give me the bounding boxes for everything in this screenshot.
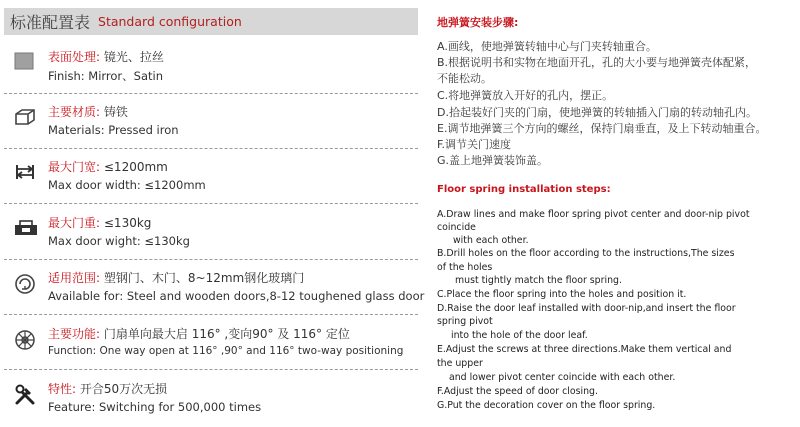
config-row-line1 <box>48 48 164 65</box>
divider <box>4 259 418 260</box>
divider <box>4 369 418 370</box>
config-title-en: Standard configuration <box>98 14 242 29</box>
config-value: 镜光、拉丝 <box>103 50 164 64</box>
divider <box>4 314 418 315</box>
divider <box>4 93 418 94</box>
config-row-line1 <box>48 269 304 286</box>
divider <box>4 203 418 204</box>
install-step-en: A.Draw lines and make floor spring pivot center and door-nip pivot <box>437 209 750 220</box>
config-row-line2: Function: One way open at 116° ,90° and 116° two-way positioning <box>48 345 404 357</box>
install-step-en: F.Adjust the speed of door closing. <box>437 386 598 397</box>
config-row-line2: Available for: Steel and wooden doors,8-12 toughened glass door <box>48 289 425 303</box>
install-step-en: into the hole of the door leaf. <box>451 330 588 341</box>
config-row-finish <box>4 48 418 88</box>
config-value: 塑钢门、木门、8~12mm钢化玻璃门 <box>103 271 305 285</box>
config-row-max-weight <box>4 214 418 254</box>
tools-icon <box>14 384 38 406</box>
config-header <box>4 8 418 35</box>
install-step-en: and lower pivot center coincide with each other. <box>449 372 676 383</box>
config-value: 门扇单向最大启 116° ,变向90° 及 116° 定位 <box>103 327 350 341</box>
config-row-line2: Feature: Switching for 500,000 times <box>48 400 262 414</box>
install-step-en: B.Drill holes on the floor according to the instructions,The sizes <box>437 248 735 259</box>
width-arrows-icon <box>14 162 38 184</box>
config-row-line1 <box>48 380 167 397</box>
install-heading-cn: 地弹簧安装步骤: <box>437 16 519 29</box>
config-value: 铸铁 <box>103 105 128 119</box>
install-step-cn: D.拾起装好门夹的门扇，使地弹簧的转轴插入门扇的转动轴孔内。 <box>437 106 757 119</box>
install-step-en: D.Raise the door leaf installed with door-nip,and insert the floor <box>437 303 736 314</box>
config-label: 最大门宽: <box>48 160 101 174</box>
install-step-cn: A.画线，使地弹簧转轴中心与门夹转轴重合。 <box>437 40 657 53</box>
install-step-en: of the holes <box>437 262 493 273</box>
install-step-en: E.Adjust the screws at three directions.Make them vertical and <box>437 344 732 355</box>
config-row-line2: Finish: Mirror、Satin <box>48 69 163 83</box>
config-row-line1 <box>48 158 168 175</box>
install-step-en: C.Place the floor spring into the holes and position it. <box>437 289 687 300</box>
install-heading-en: Floor spring installation steps: <box>437 184 611 195</box>
install-step-en: the upper <box>437 358 483 369</box>
config-value: ≤1200mm <box>103 160 168 174</box>
install-step-cn: G.盖上地弹簧装饰盖。 <box>437 154 549 167</box>
install-step-cn: C.将地弹簧放入开好的孔内，摆正。 <box>437 89 614 102</box>
material-cube-icon <box>14 107 38 129</box>
config-row-line1 <box>48 103 128 120</box>
install-step-en: spring pivot <box>437 316 493 327</box>
config-label: 适用范围: <box>48 271 101 285</box>
config-value: 开合50万次无损 <box>79 382 168 396</box>
install-step-en: coincide <box>437 222 476 233</box>
config-label: 最大门重: <box>48 216 101 230</box>
config-title-cn: 标准配置表 <box>10 13 91 32</box>
gear-wheel-icon <box>14 329 38 351</box>
config-row-line1 <box>48 325 350 342</box>
config-row-feature <box>4 380 418 420</box>
divider <box>4 148 418 149</box>
install-step-cn: E.调节地弹簧三个方向的螺丝，保持门扇垂直，及上下转动轴重合。 <box>437 122 767 135</box>
circular-arrows-icon <box>14 273 38 295</box>
config-label: 主要功能: <box>48 327 101 341</box>
install-step-en: G.Put the decoration cover on the floor spring. <box>437 400 656 411</box>
config-label: 主要材质: <box>48 105 101 119</box>
install-step-en: with each other. <box>453 235 529 246</box>
config-label: 特性: <box>48 382 77 396</box>
config-label: 表面处理: <box>48 50 101 64</box>
config-row-function <box>4 325 418 365</box>
config-row-line1 <box>48 214 151 231</box>
config-row-max-width <box>4 158 418 198</box>
weight-block-icon <box>14 218 38 240</box>
config-value: ≤130kg <box>103 216 152 230</box>
config-row-line2: Max door width: ≤1200mm <box>48 178 206 192</box>
config-row-materials <box>4 103 418 143</box>
config-row-line2: Max door wight: ≤130kg <box>48 234 190 248</box>
config-row-available-for <box>4 269 425 309</box>
surface-swatch-icon <box>14 52 38 74</box>
install-step-cn: B.根据说明书和实物在地面开孔，孔的大小要与地弹簧壳体配紧， <box>437 56 757 69</box>
install-step-cn: F.调节关门速度 <box>437 138 512 151</box>
install-step-en: must tightly match the floor spring. <box>455 275 622 286</box>
install-step-cn: 不能松动。 <box>437 72 492 85</box>
config-row-line2: Materials: Pressed iron <box>48 123 179 137</box>
